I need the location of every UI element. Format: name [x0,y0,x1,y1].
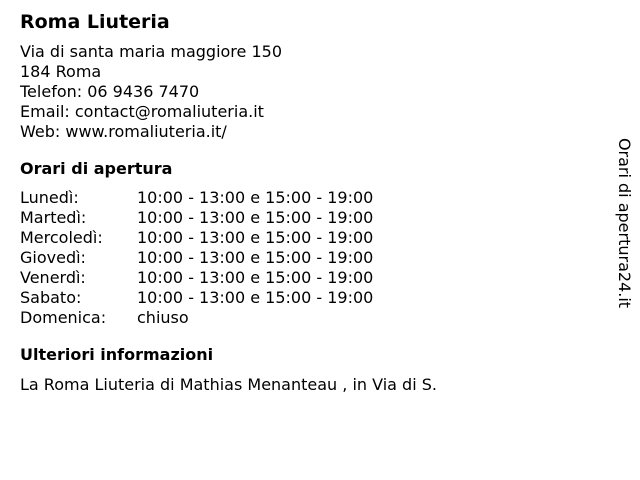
hours-row [20,188,373,208]
day-hours: 10:00 - 13:00 e 15:00 - 19:00 [137,228,374,247]
day-label: Venerdì: [20,268,86,287]
day-label: Giovedì: [20,248,86,267]
day-hours: chiuso [137,308,189,327]
day-hours: 10:00 - 13:00 e 15:00 - 19:00 [137,188,374,207]
hours-row [20,288,373,308]
hours-row [20,208,373,228]
business-name: Roma Liuteria [20,11,170,33]
email-line: Email: contact@romaliuteria.it [20,102,264,121]
web-line: Web: www.romaliuteria.it/ [20,122,227,141]
hours-row [20,228,373,248]
opening-hours-heading: Orari di apertura [20,159,173,178]
day-label: Sabato: [20,288,82,307]
hours-row [20,268,373,288]
day-label: Lunedì: [20,188,79,207]
day-label: Martedì: [20,208,87,227]
postal-city: 184 Roma [20,62,102,81]
address-block [20,42,600,142]
more-info-text: La Roma Liuteria di Mathias Menanteau , in Via di S. [20,375,437,394]
day-hours: 10:00 - 13:00 e 15:00 - 19:00 [137,268,374,287]
site-watermark: Orari di apertura24.it [615,137,634,309]
day-hours: 10:00 - 13:00 e 15:00 - 19:00 [137,248,374,267]
phone-line: Telefon: 06 9436 7470 [20,82,200,101]
more-info-heading: Ulteriori informazioni [20,345,214,364]
day-label: Mercoledì: [20,228,103,247]
hours-row [20,248,373,268]
hours-row [20,308,373,328]
day-hours: 10:00 - 13:00 e 15:00 - 19:00 [137,288,374,307]
opening-hours-table [20,188,373,328]
business-card [20,10,600,395]
day-hours: 10:00 - 13:00 e 15:00 - 19:00 [137,208,374,227]
day-label: Domenica: [20,308,107,327]
street-address: Via di santa maria maggiore 150 [20,42,282,61]
